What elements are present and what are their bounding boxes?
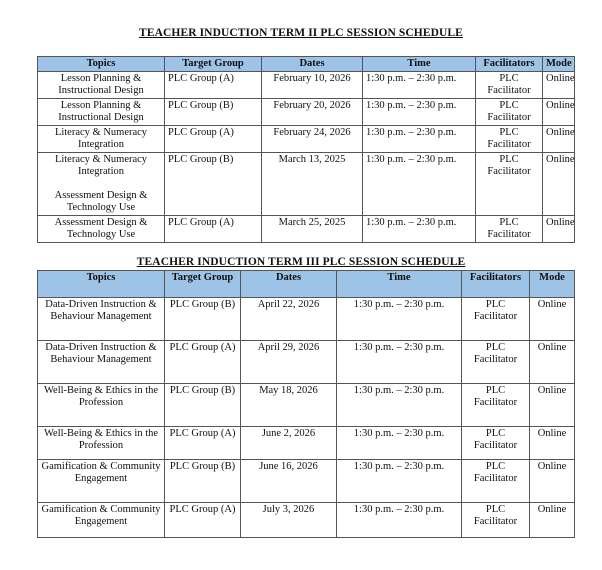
topic-text: Literacy & Numeracy Integration <box>54 154 148 177</box>
date-cell: April 22, 2026 <box>241 298 337 341</box>
date-cell: June 2, 2026 <box>241 427 337 460</box>
time-cell: 1:30 p.m. – 2:30 p.m. <box>337 341 462 384</box>
group-cell: PLC Group (B) <box>165 298 241 341</box>
topic-cell: Data-Driven Instruction & Behaviour Management <box>38 298 165 341</box>
table-row <box>38 72 575 99</box>
facilitator-cell: PLC Facilitator <box>476 99 543 126</box>
time-cell: 1:30 p.m. – 2:30 p.m. <box>337 298 462 341</box>
table-row <box>38 460 575 503</box>
time-cell: 1:30 p.m. – 2:30 p.m. <box>337 460 462 503</box>
time-cell: 1:30 p.m. – 2:30 p.m. <box>337 503 462 538</box>
time-cell: 1:30 p.m. – 2:30 p.m. <box>337 384 462 427</box>
mode-cell: Online <box>543 216 575 243</box>
header-time: Time <box>337 271 462 298</box>
group-cell: PLC Group (A) <box>165 341 241 384</box>
mode-cell: Online <box>543 72 575 99</box>
topic-cell <box>38 153 165 216</box>
header-dates: Dates <box>241 271 337 298</box>
group-cell: PLC Group (B) <box>165 384 241 427</box>
time-cell: 1:30 p.m. – 2:30 p.m. <box>363 72 476 99</box>
topic-cell: Literacy & Numeracy Integration <box>38 126 165 153</box>
group-cell: PLC Group (B) <box>165 460 241 503</box>
term2-schedule-table <box>37 56 575 243</box>
header-target-group: Target Group <box>165 271 241 298</box>
group-cell: PLC Group (A) <box>165 503 241 538</box>
mode-cell: Online <box>530 341 575 384</box>
facilitator-cell: PLC Facilitator <box>462 298 530 341</box>
date-cell: February 10, 2026 <box>262 72 363 99</box>
facilitator-cell: PLC Facilitator <box>476 153 543 216</box>
topic-cell: Gamification & Community Engagement <box>38 460 165 503</box>
facilitator-cell: PLC Facilitator <box>462 384 530 427</box>
topic-spacer <box>41 178 161 190</box>
table-row <box>38 384 575 427</box>
header-dates: Dates <box>262 57 363 72</box>
header-topics: Topics <box>38 57 165 72</box>
time-cell: 1:30 p.m. – 2:30 p.m. <box>363 99 476 126</box>
group-cell: PLC Group (B) <box>165 99 262 126</box>
topic-cell: Assessment Design & Technology Use <box>38 216 165 243</box>
mode-cell: Online <box>530 427 575 460</box>
facilitator-cell: PLC Facilitator <box>462 460 530 503</box>
header-mode: Mode <box>543 57 575 72</box>
group-cell: PLC Group (B) <box>165 153 262 216</box>
mode-cell: Online <box>543 126 575 153</box>
time-cell: 1:30 p.m. – 2:30 p.m. <box>363 126 476 153</box>
table-row <box>38 216 575 243</box>
topic-text-secondary: Assessment Design & Technology Use <box>54 190 148 213</box>
table-row <box>38 153 575 216</box>
facilitator-cell: PLC Facilitator <box>476 126 543 153</box>
header-facilitators: Facilitators <box>462 271 530 298</box>
table-header-row <box>38 57 575 72</box>
topic-cell: Lesson Planning & Instructional Design <box>38 72 165 99</box>
facilitator-cell: PLC Facilitator <box>462 427 530 460</box>
term2-title: TEACHER INDUCTION TERM II PLC SESSION SCHEDULE <box>139 27 463 39</box>
header-mode: Mode <box>530 271 575 298</box>
topic-cell: Gamification & Community Engagement <box>38 503 165 538</box>
date-cell: February 24, 2026 <box>262 126 363 153</box>
header-target-group: Target Group <box>165 57 262 72</box>
mode-cell: Online <box>530 503 575 538</box>
date-cell: April 29, 2026 <box>241 341 337 384</box>
mode-cell: Online <box>530 384 575 427</box>
mode-cell: Online <box>543 99 575 126</box>
facilitator-cell: PLC Facilitator <box>476 72 543 99</box>
table-row <box>38 298 575 341</box>
mode-cell: Online <box>530 460 575 503</box>
mode-cell: Online <box>543 153 575 216</box>
time-cell: 1:30 p.m. – 2:30 p.m. <box>363 216 476 243</box>
date-cell: May 18, 2026 <box>241 384 337 427</box>
date-cell: June 16, 2026 <box>241 460 337 503</box>
table-row <box>38 126 575 153</box>
topic-cell: Well-Being & Ethics in the Profession <box>38 384 165 427</box>
table-row <box>38 427 575 460</box>
topic-cell: Well-Being & Ethics in the Profession <box>38 427 165 460</box>
group-cell: PLC Group (A) <box>165 72 262 99</box>
table-row <box>38 341 575 384</box>
table-header-row <box>38 271 575 298</box>
facilitator-cell: PLC Facilitator <box>462 503 530 538</box>
topic-cell: Data-Driven Instruction & Behaviour Management <box>38 341 165 384</box>
group-cell: PLC Group (A) <box>165 427 241 460</box>
group-cell: PLC Group (A) <box>165 216 262 243</box>
table-row <box>38 503 575 538</box>
time-cell: 1:30 p.m. – 2:30 p.m. <box>363 153 476 216</box>
header-time: Time <box>363 57 476 72</box>
date-cell: March 13, 2025 <box>262 153 363 216</box>
term3-schedule-table <box>37 270 575 538</box>
date-cell: July 3, 2026 <box>241 503 337 538</box>
mode-cell: Online <box>530 298 575 341</box>
group-cell: PLC Group (A) <box>165 126 262 153</box>
header-facilitators: Facilitators <box>476 57 543 72</box>
header-topics: Topics <box>38 271 165 298</box>
time-cell: 1:30 p.m. – 2:30 p.m. <box>337 427 462 460</box>
date-cell: March 25, 2025 <box>262 216 363 243</box>
facilitator-cell: PLC Facilitator <box>476 216 543 243</box>
table-row <box>38 99 575 126</box>
term3-title: TEACHER INDUCTION TERM III PLC SESSION SCHEDULE <box>136 256 466 268</box>
topic-cell: Lesson Planning & Instructional Design <box>38 99 165 126</box>
facilitator-cell: PLC Facilitator <box>462 341 530 384</box>
date-cell: February 20, 2026 <box>262 99 363 126</box>
